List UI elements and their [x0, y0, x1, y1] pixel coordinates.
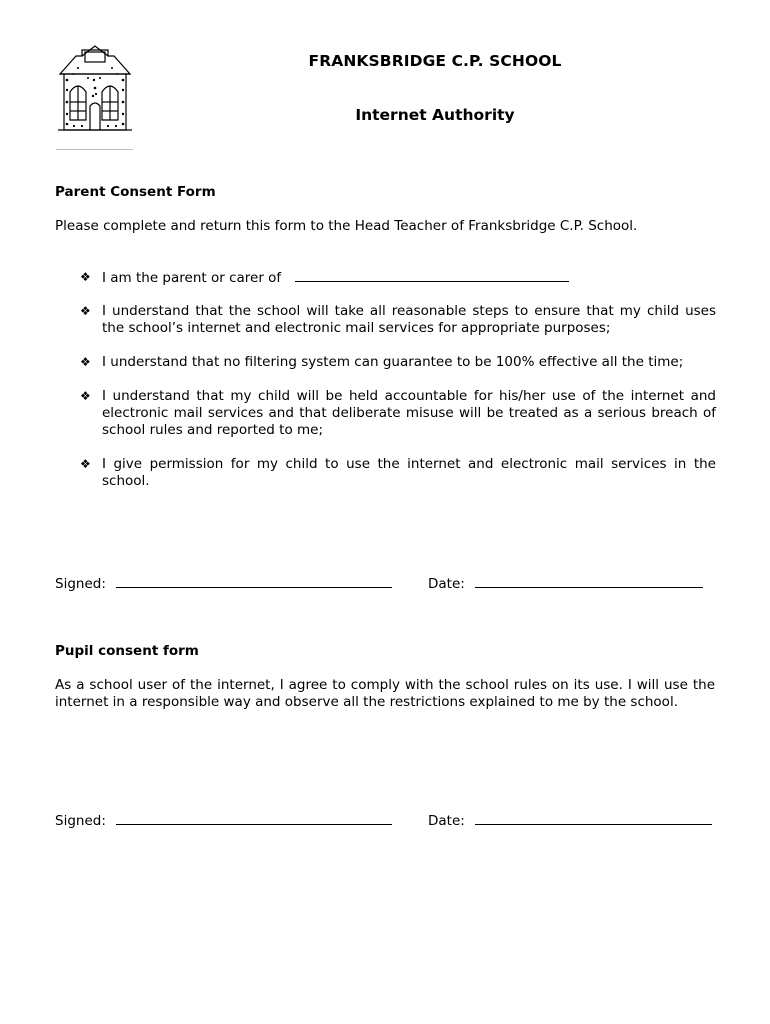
- diamond-bullet-icon: ❖: [80, 355, 91, 369]
- bullet-text: I understand that my child will be held accountable for his/her use of the internet and electronic mail services and that deliberate misuse will be treated as a serious breach of school rules and reported to me;: [102, 388, 716, 438]
- document-title: Internet Authority: [355, 106, 515, 124]
- child-name-field[interactable]: [295, 269, 569, 282]
- parent-date-row: [428, 575, 703, 593]
- date-label: Date:: [428, 813, 465, 829]
- parent-consent-heading: Parent Consent Form: [55, 184, 216, 200]
- parent-signature-field[interactable]: [116, 575, 392, 588]
- date-label: Date:: [428, 576, 465, 592]
- pupil-signature-row: [55, 812, 392, 830]
- logo-divider: [56, 149, 133, 150]
- parent-date-field[interactable]: [475, 575, 703, 588]
- bullet-accountable: [80, 388, 716, 439]
- pupil-date-field[interactable]: [475, 812, 712, 825]
- diamond-bullet-icon: ❖: [80, 304, 91, 318]
- school-name: FRANKSBRIDGE C.P. SCHOOL: [308, 52, 562, 70]
- bullet-text: I understand that the school will take all reasonable steps to ensure that my child uses the school’s internet and electronic mail services for appropriate purposes;: [102, 303, 716, 336]
- bullet-text: I understand that no filtering system can guarantee to be 100% effective all the time;: [102, 354, 684, 370]
- bullet-parent-of: [80, 269, 716, 287]
- bullet-filtering: [80, 354, 716, 371]
- signed-label: Signed:: [55, 813, 106, 829]
- diamond-bullet-icon: ❖: [80, 457, 91, 471]
- parent-signature-row: [55, 575, 392, 593]
- pupil-consent-text: As a school user of the internet, I agree to comply with the school rules on its use. I will use the internet in a responsible way and observe all the restrictions explained to me by the school.: [55, 677, 715, 710]
- diamond-bullet-icon: ❖: [80, 270, 91, 284]
- bullet-permission: [80, 456, 716, 490]
- bullet-reasonable-steps: [80, 303, 716, 337]
- signed-label: Signed:: [55, 576, 106, 592]
- pupil-date-row: [428, 812, 712, 830]
- pupil-consent-heading: Pupil consent form: [55, 643, 199, 659]
- parent-intro-text: Please complete and return this form to the Head Teacher of Franksbridge C.P. School.: [55, 218, 638, 234]
- pupil-signature-field[interactable]: [116, 812, 392, 825]
- diamond-bullet-icon: ❖: [80, 389, 91, 403]
- bullet-text: I am the parent or carer of: [102, 270, 282, 286]
- bullet-text: I give permission for my child to use the internet and electronic mail services in the school.: [102, 456, 716, 489]
